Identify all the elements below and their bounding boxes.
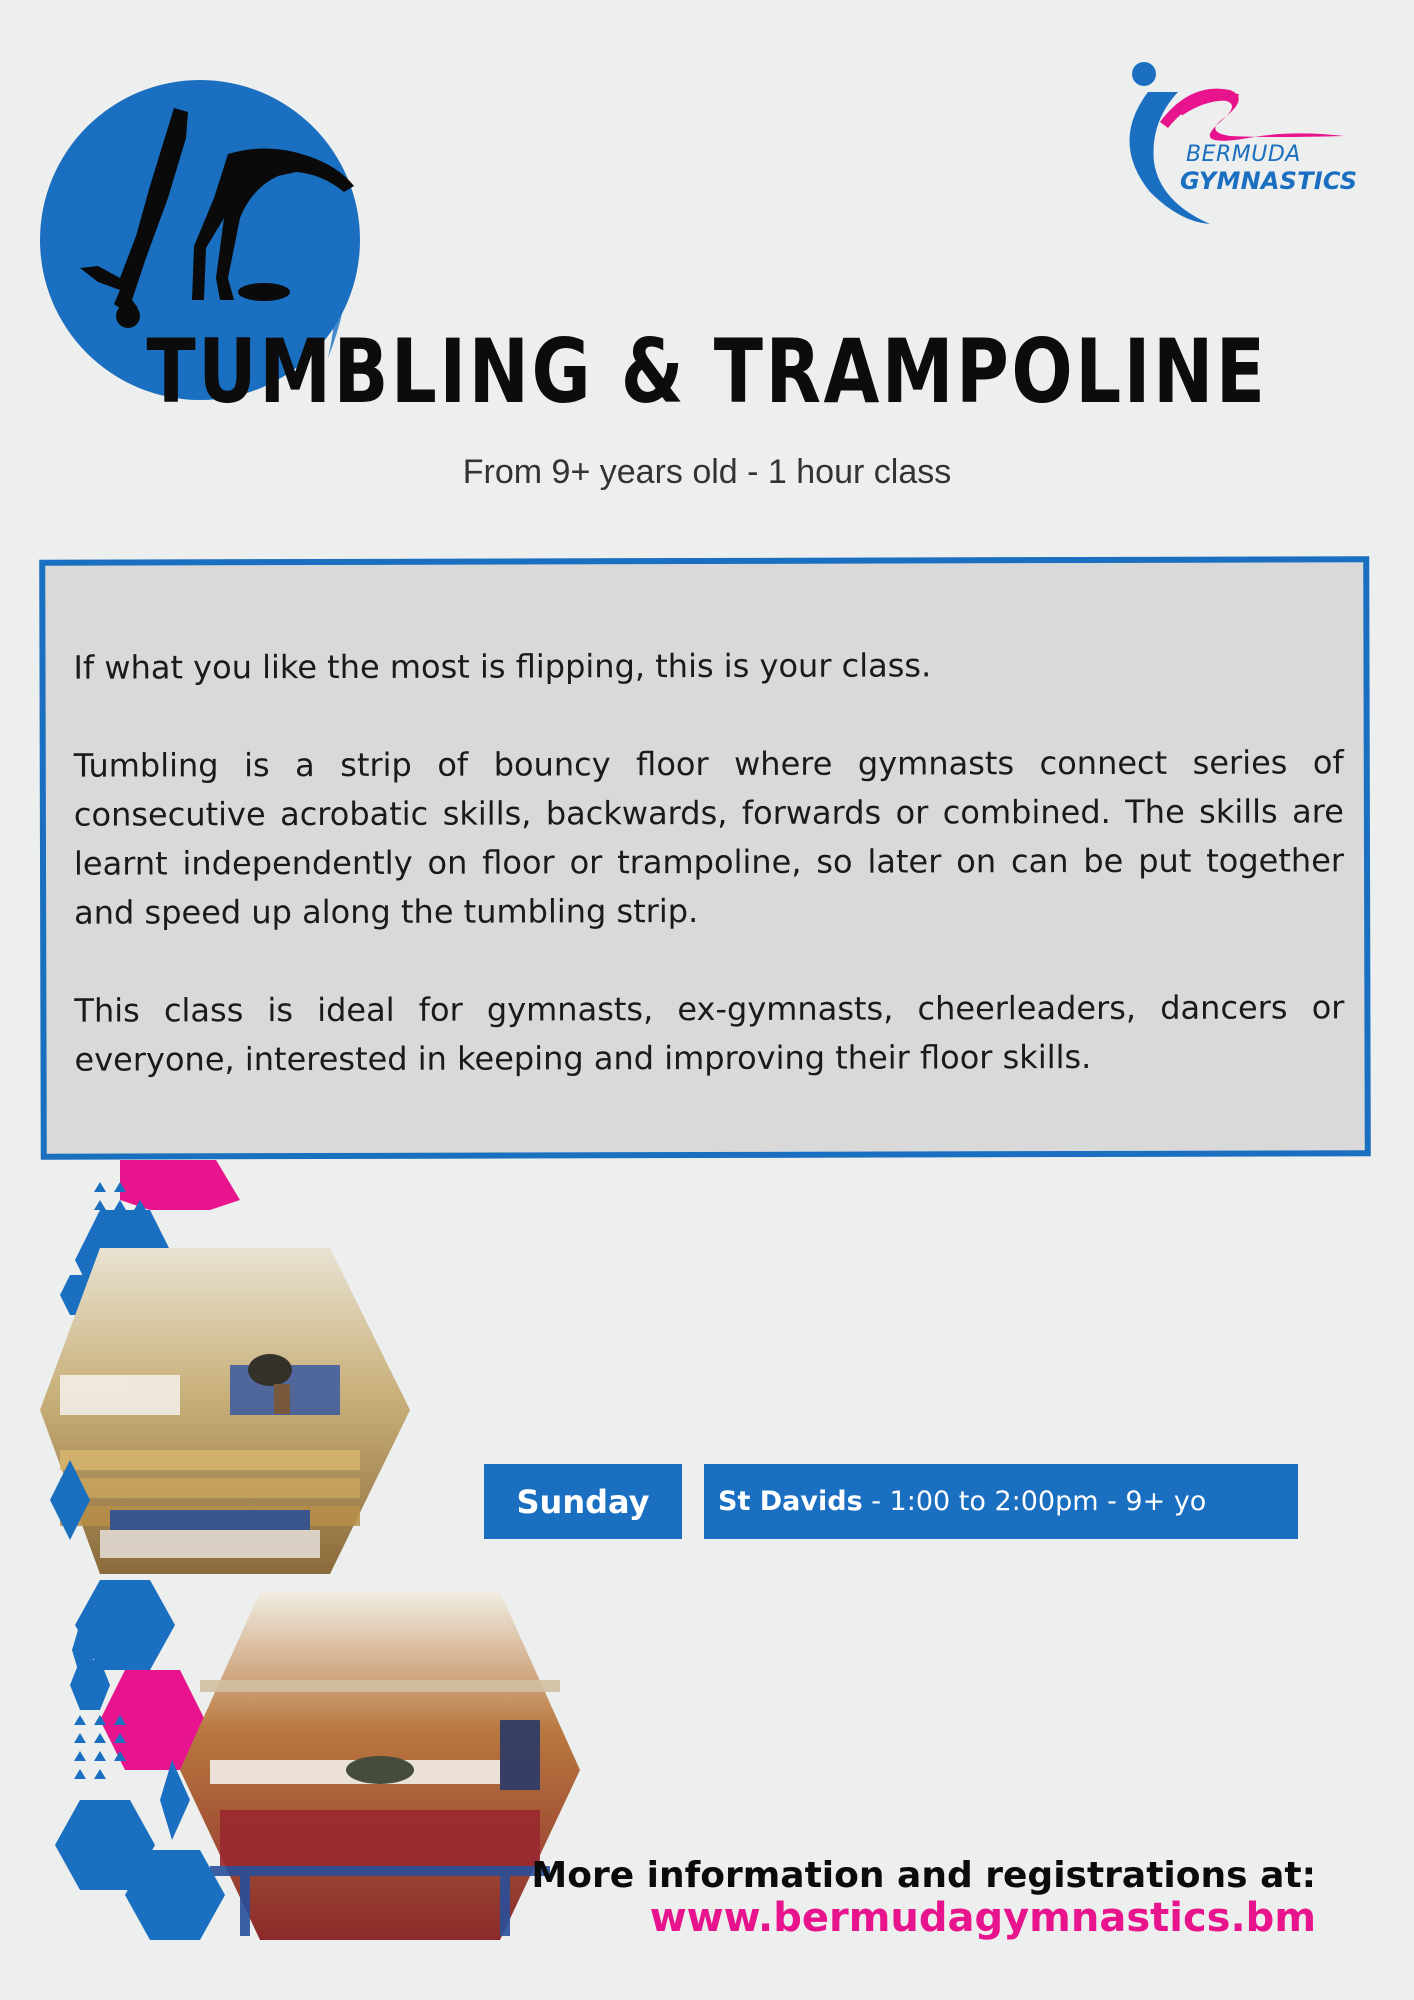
- schedule-day-badge: [484, 1464, 682, 1539]
- hexagon-photo-collage: [0, 1160, 600, 1960]
- description-paragraph-1: If what you like the most is flipping, this is your class.: [73, 646, 932, 687]
- website-link[interactable]: www.bermudagymnastics.bm: [649, 1895, 1316, 1941]
- logo-text-bermuda: BERMUDA: [1186, 142, 1301, 167]
- description-paragraph-3: This class is ideal for gymnasts, ex-gymnasts, cheerleaders, dancers or everyone, interested in keeping and improving their floor skills.: [74, 988, 1345, 1079]
- logo-text-gymnastics: GYMNASTICS: [1180, 167, 1358, 195]
- bermuda-gymnastics-logo: [1120, 52, 1360, 232]
- description-content: [73, 640, 1344, 1084]
- schedule-time-badge: [704, 1464, 1298, 1539]
- description-box: [39, 556, 1371, 1159]
- page-subtitle: From 9+ years old - 1 hour class: [462, 453, 952, 491]
- description-paragraph-2: Tumbling is a strip of bouncy floor where gymnasts connect series of consecutive acrobatic skills, backwards, forwards or combined. The skills are learnt independently on floor or trampoline, so later on can be put together and speed up along the tumbling strip.: [73, 743, 1345, 932]
- schedule-location: St Davids: [718, 1486, 863, 1517]
- more-info-text: More information and registrations at:: [531, 1855, 1316, 1896]
- schedule-day: Sunday: [516, 1482, 650, 1521]
- schedule-details: - 1:00 to 2:00pm - 9+ yo: [862, 1486, 1207, 1517]
- pink-hexagon-shape: [120, 1160, 240, 1210]
- page-title: TUMBLING & TRAMPOLINE: [146, 320, 1268, 423]
